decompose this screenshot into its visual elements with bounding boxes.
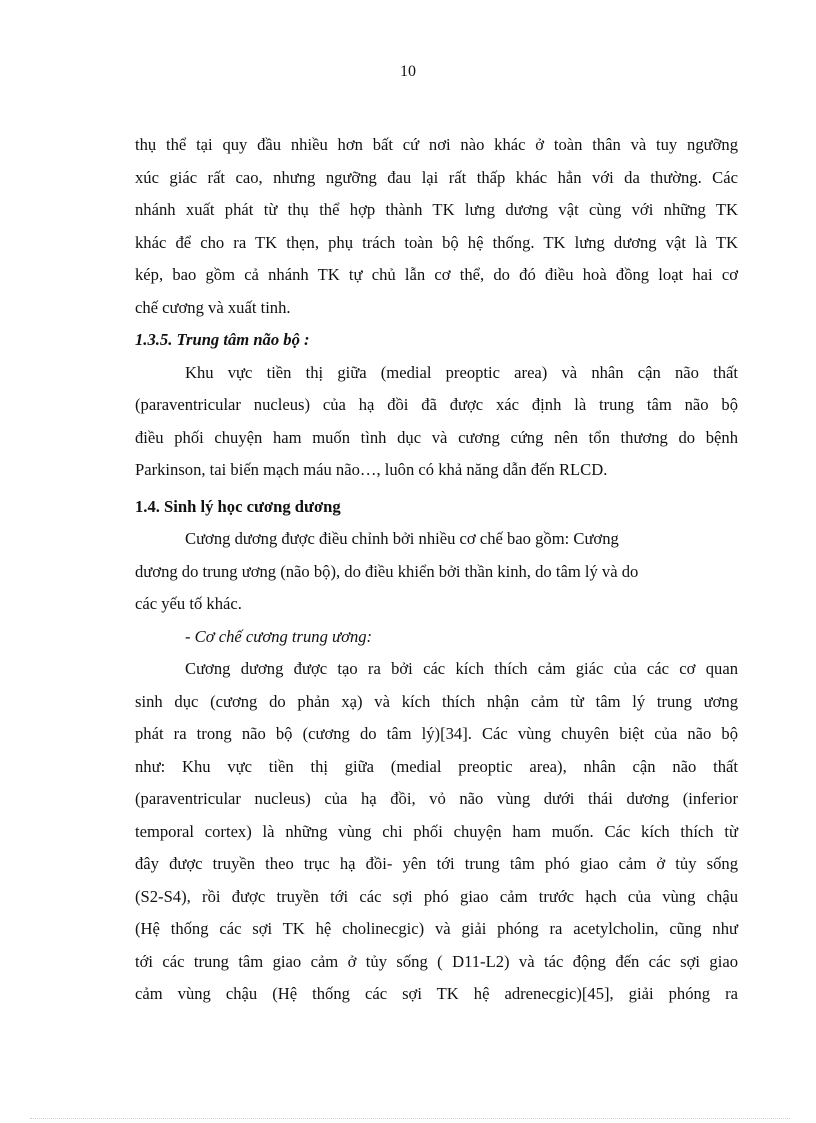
text-line: đây được truyền theo trục hạ đồi- yên tới trung tâm phó giao cảm ở tủy sống <box>135 854 738 873</box>
text-line: sinh dục (cương do phản xạ) và kích thích nhận cảm từ tâm lý trung ương <box>135 691 738 711</box>
text-line: xúc giác rất cao, nhưng ngưỡng đau lại rất thấp khác hẳn với da thường. Các <box>135 167 738 187</box>
text-line: (Hệ thống các sợi TK hệ cholinecgic) và giải phóng ra acetylcholin, cũng như <box>135 919 738 938</box>
subheading-central-mechanism: - Cơ chế cương trung ương: <box>185 626 373 646</box>
text-line: Cương dương được tạo ra bởi các kích thích cảm giác của các cơ quan <box>185 659 738 678</box>
text-line: phát ra trong não bộ (cương do tâm lý)[34]. Các vùng chuyên biệt của não bộ <box>135 724 738 743</box>
document-body <box>135 129 738 1011</box>
text-line: cảm vùng chậu (Hệ thống các sợi TK hệ adrenecgic)[45], giải phóng ra <box>135 984 738 1003</box>
section-heading-1-4: 1.4. Sinh lý học cương dương <box>135 496 341 516</box>
text-line: nhánh xuất phát từ thụ thể hợp thành TK lưng dương vật cùng với những TK <box>135 200 738 219</box>
text-line: khác để cho ra TK thẹn, phụ trách toàn bộ hệ thống. TK lưng dương vật là TK <box>135 232 738 252</box>
paragraph-brain-center <box>135 357 738 487</box>
text-line: chế cương và xuất tinh. <box>135 297 291 317</box>
paragraph-central-mechanism <box>135 653 738 1011</box>
page-bottom-divider <box>30 1118 790 1119</box>
text-line: các yếu tố khác. <box>135 594 242 613</box>
text-line: temporal cortex) là những vùng chi phối chuyện ham muốn. Các kích thích từ <box>135 821 738 841</box>
text-line: như: Khu vực tiền thị giữa (medial preoptic area), nhân cận não thất <box>135 756 738 776</box>
text-line: Parkinson, tai biến mạch máu não…, luôn có khả năng dẫn đến RLCD. <box>135 460 608 479</box>
section-heading-1-3-5: 1.3.5. Trung tâm não bộ : <box>135 330 310 349</box>
text-line: kép, bao gồm cả nhánh TK tự chủ lẫn cơ thể, do đó điều hoà đồng loạt hai cơ <box>135 265 738 284</box>
paragraph-physiology-intro <box>135 523 738 621</box>
text-line: thụ thể tại quy đầu nhiều hơn bất cứ nơi nào khác ở toàn thân và tuy ngưỡng <box>135 135 738 154</box>
page-number: 10 <box>400 63 416 80</box>
text-line: (paraventricular nucleus) của hạ đồi đã được xác định là trung tâm não bộ <box>135 395 738 414</box>
paragraph-receptors <box>135 129 738 324</box>
text-line: (S2-S4), rồi được truyền tới các sợi phó giao cảm trước hạch của vùng chậu <box>135 886 738 906</box>
text-line: (paraventricular nucleus) của hạ đồi, vỏ não vùng dưới thái dương (inferior <box>135 789 738 808</box>
text-line: điều phối chuyện ham muốn tình dục và cương cứng nên tổn thương do bệnh <box>135 427 738 447</box>
text-line: tới các trung tâm giao cảm ở tủy sống ( D11-L2) và tác động đến các sợi giao <box>135 951 738 971</box>
text-line: dương do trung ương (não bộ), do điều khiển bởi thần kinh, do tâm lý và do <box>135 561 639 581</box>
text-line: Cương dương được điều chỉnh bởi nhiều cơ chế bao gồm: Cương <box>185 529 619 548</box>
text-line: Khu vực tiền thị giữa (medial preoptic area) và nhân cận não thất <box>185 362 738 382</box>
